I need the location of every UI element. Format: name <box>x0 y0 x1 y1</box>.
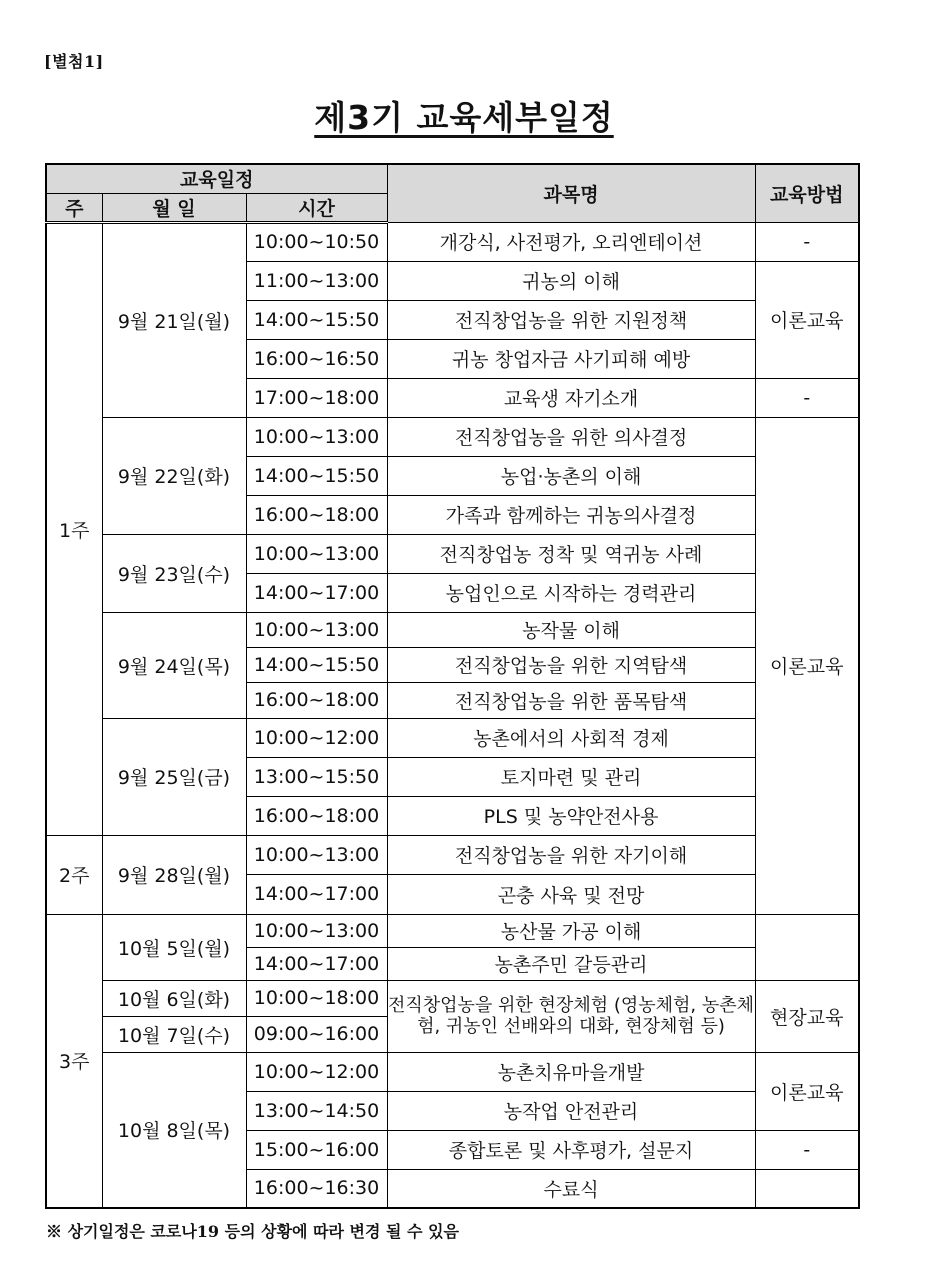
date-cell: 9월 22일(화) <box>102 417 246 534</box>
subject-cell-field-experience: 전직창업농을 위한 현장체험 (영농체험, 농촌체험, 귀농인 선배와의 대화, 현장체험 등) <box>387 980 755 1052</box>
subject-cell: 농작물 이해 <box>387 612 755 647</box>
subject-cell: 농작업 안전관리 <box>387 1091 755 1130</box>
time-cell: 14:00~15:50 <box>246 647 387 682</box>
time-cell: 10:00~13:00 <box>246 612 387 647</box>
time-cell: 14:00~15:50 <box>246 456 387 495</box>
subject-cell: PLS 및 농약안전사용 <box>387 796 755 835</box>
time-cell: 10:00~12:00 <box>246 1052 387 1091</box>
method-cell: - <box>755 378 859 417</box>
subject-cell: 농산물 가공 이해 <box>387 914 755 947</box>
date-cell: 9월 25일(금) <box>102 718 246 835</box>
subject-cell: 농촌주민 갈등관리 <box>387 947 755 980</box>
subject-cell: 교육생 자기소개 <box>387 378 755 417</box>
method-cell: 이론교육 <box>755 417 859 914</box>
date-cell: 10월 8일(목) <box>102 1052 246 1208</box>
time-cell: 15:00~16:00 <box>246 1130 387 1169</box>
subject-cell: 전직창업농을 위한 지원정책 <box>387 300 755 339</box>
week-cell: 1주 <box>46 222 102 835</box>
date-cell: 9월 24일(목) <box>102 612 246 718</box>
attachment-label: [별첨1] <box>44 52 104 71</box>
time-cell: 16:00~18:00 <box>246 682 387 718</box>
schedule-table <box>45 163 860 1209</box>
header-date: 월 일 <box>102 193 246 222</box>
method-cell: - <box>755 1130 859 1169</box>
header-time: 시간 <box>246 193 387 222</box>
subject-cell: 농촌치유마을개발 <box>387 1052 755 1091</box>
subject-cell: 가족과 함께하는 귀농의사결정 <box>387 495 755 534</box>
method-cell: 현장교육 <box>755 980 859 1052</box>
week-cell: 2주 <box>46 835 102 914</box>
date-cell: 9월 21일(월) <box>102 222 246 417</box>
time-cell: 10:00~13:00 <box>246 417 387 456</box>
subject-cell: 곤충 사육 및 전망 <box>387 874 755 914</box>
page-title-text: 제3기 교육세부일정 <box>314 98 614 137</box>
time-cell: 14:00~17:00 <box>246 947 387 980</box>
time-cell: 10:00~13:00 <box>246 835 387 874</box>
subject-cell: 종합토론 및 사후평가, 설문지 <box>387 1130 755 1169</box>
time-cell: 10:00~13:00 <box>246 914 387 947</box>
time-cell: 09:00~16:00 <box>246 1016 387 1052</box>
time-cell: 16:00~18:00 <box>246 796 387 835</box>
subject-cell: 전직창업농을 위한 의사결정 <box>387 417 755 456</box>
time-cell: 14:00~15:50 <box>246 300 387 339</box>
subject-cell: 전직창업농을 위한 품목탐색 <box>387 682 755 718</box>
subject-cell: 농촌에서의 사회적 경제 <box>387 718 755 757</box>
date-cell: 10월 6일(화) <box>102 980 246 1016</box>
subject-cell: 토지마련 및 관리 <box>387 757 755 796</box>
method-cell: 이론교육 <box>755 261 859 378</box>
page-title <box>0 92 928 139</box>
date-cell: 9월 23일(수) <box>102 534 246 612</box>
method-cell: 이론교육 <box>755 1052 859 1130</box>
header-week: 주 <box>46 193 102 222</box>
header-schedule: 교육일정 <box>46 164 387 193</box>
time-cell: 14:00~17:00 <box>246 874 387 914</box>
subject-cell: 수료식 <box>387 1169 755 1208</box>
time-cell: 16:00~18:00 <box>246 495 387 534</box>
subject-cell: 전직창업농 정착 및 역귀농 사례 <box>387 534 755 573</box>
time-cell: 17:00~18:00 <box>246 378 387 417</box>
time-cell: 16:00~16:50 <box>246 339 387 378</box>
subject-cell: 전직창업농을 위한 자기이해 <box>387 835 755 874</box>
date-cell: 9월 28일(월) <box>102 835 246 914</box>
header-subject: 과목명 <box>387 164 755 222</box>
subject-cell: 농업·농촌의 이해 <box>387 456 755 495</box>
time-cell: 14:00~17:00 <box>246 573 387 612</box>
subject-cell: 전직창업농을 위한 지역탐색 <box>387 647 755 682</box>
subject-cell: 개강식, 사전평가, 오리엔테이션 <box>387 222 755 261</box>
time-cell: 13:00~14:50 <box>246 1091 387 1130</box>
time-cell: 13:00~15:50 <box>246 757 387 796</box>
time-cell: 10:00~13:00 <box>246 534 387 573</box>
footnote: ※ 상기일정은 코로나19 등의 상황에 따라 변경 될 수 있음 <box>46 1222 459 1241</box>
week-cell: 3주 <box>46 914 102 1208</box>
time-cell: 11:00~13:00 <box>246 261 387 300</box>
method-cell-empty <box>755 1169 859 1208</box>
method-cell: - <box>755 222 859 261</box>
date-cell: 10월 7일(수) <box>102 1016 246 1052</box>
time-cell: 10:00~10:50 <box>246 222 387 261</box>
subject-cell: 귀농 창업자금 사기피해 예방 <box>387 339 755 378</box>
date-cell: 10월 5일(월) <box>102 914 246 980</box>
time-cell: 16:00~16:30 <box>246 1169 387 1208</box>
time-cell: 10:00~12:00 <box>246 718 387 757</box>
header-method: 교육방법 <box>755 164 859 222</box>
time-cell: 10:00~18:00 <box>246 980 387 1016</box>
subject-cell: 귀농의 이해 <box>387 261 755 300</box>
subject-cell: 농업인으로 시작하는 경력관리 <box>387 573 755 612</box>
